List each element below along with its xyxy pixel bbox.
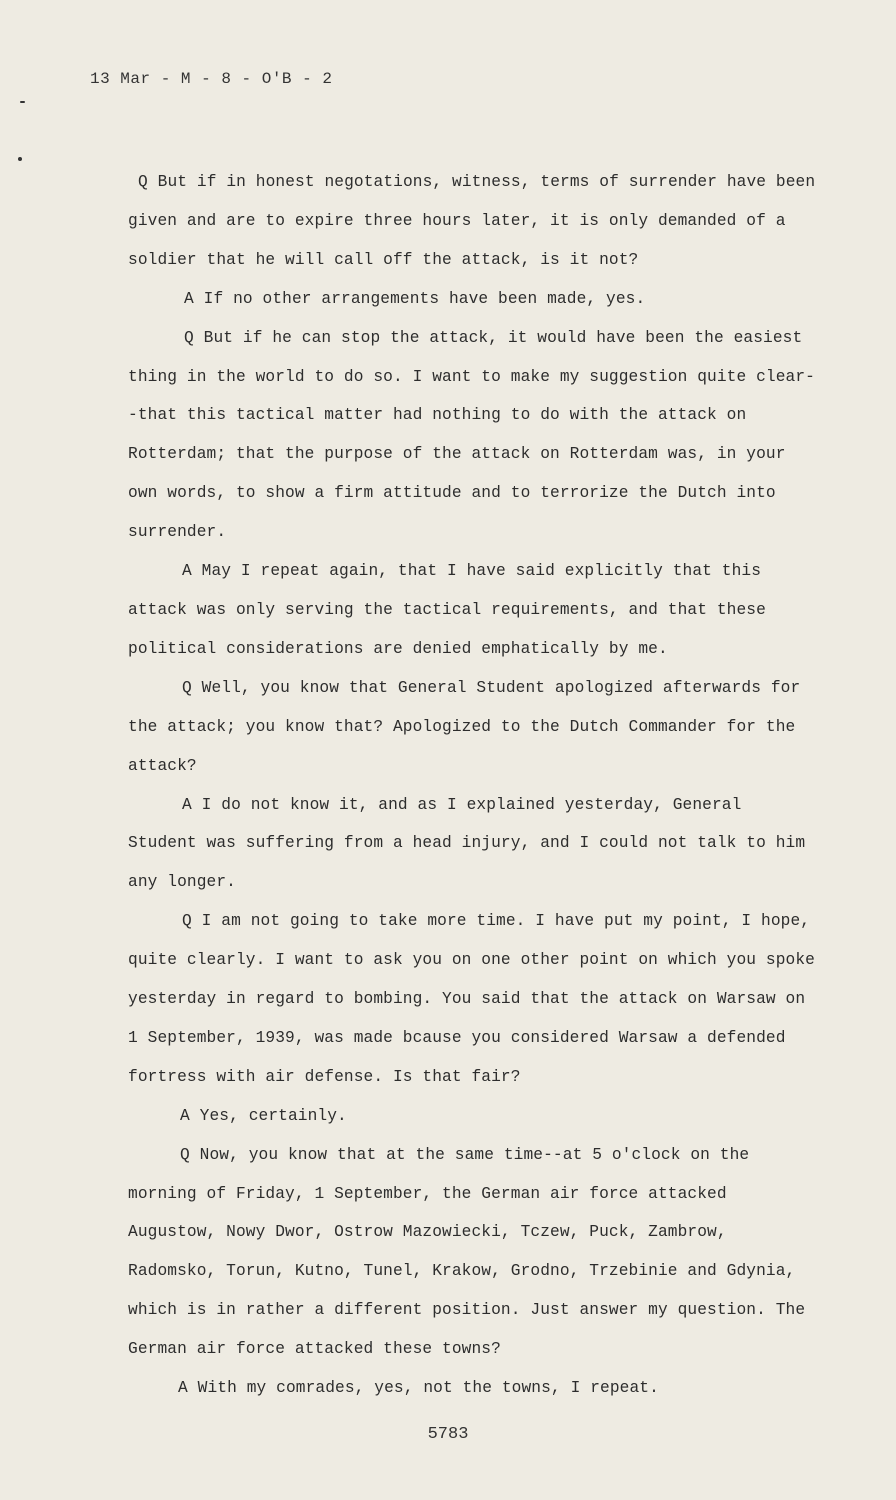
- page-number: 5783: [427, 1425, 469, 1444]
- answer-paragraph: A If no other arrangements have been made, yes.: [184, 289, 646, 308]
- question-paragraph: Q Now, you know that at the same time--at 5 o'clock on the morning of Friday, 1 September, the German air force attacked Augustow, Nowy Dwor, Ostrow Mazowiecki, Tczew, Puck, Zambrow, Radomsko, Torun, Kutno, Tunel, Krakow, Grodno, Trzebinie and Gdynia, which is in rather a different position. Just answer my question. The German air force attacked these towns?: [128, 1145, 806, 1359]
- question-paragraph: Q But if in honest negotations, witness, terms of surrender have been given and are to expire three hours later, it is only demanded of a soldier that he will call off the attack, is it not?: [128, 173, 816, 269]
- question-paragraph: Q I am not going to take more time. I have put my point, I hope, quite clearly. I want to ask you on one other point on which you spoke yesterday in regard to bombing. You said that the attack on Warsaw on 1 September, 1939, was made bcause you considered Warsaw a defended fortress with air defense. Is that fair?: [128, 912, 815, 1086]
- answer-paragraph: A May I repeat again, that I have said explicitly that this attack was only serving the tactical requirements, and that these political considerations are denied emphatically by me.: [128, 562, 766, 658]
- question-paragraph: Q Well, you know that General Student apologized afterwards for the attack; you know that? Apologized to the Dutch Commander for the attack?: [128, 678, 801, 775]
- stray-mark: [18, 157, 22, 161]
- answer-paragraph: A I do not know it, and as I explained yesterday, General Student was suffering from a head injury, and I could not talk to him any longer.: [128, 795, 806, 892]
- question-paragraph: Q But if he can stop the attack, it would have been the easiest thing in the world to do so. I want to make my suggestion quite clear--that this tactical matter had nothing to do with the attack on Rotterdam; that the purpose of the attack on Rotterdam was, in your own words, to show a firm attitude and to terrorize the Dutch into surrender.: [128, 328, 815, 542]
- document-reference: 13 Mar - M - 8 - O'B - 2: [90, 70, 333, 88]
- stray-mark: [20, 101, 25, 103]
- transcript-body: [128, 163, 818, 1408]
- answer-paragraph: A With my comrades, yes, not the towns, I repeat.: [178, 1379, 659, 1398]
- answer-paragraph: A Yes, certainly.: [180, 1106, 347, 1125]
